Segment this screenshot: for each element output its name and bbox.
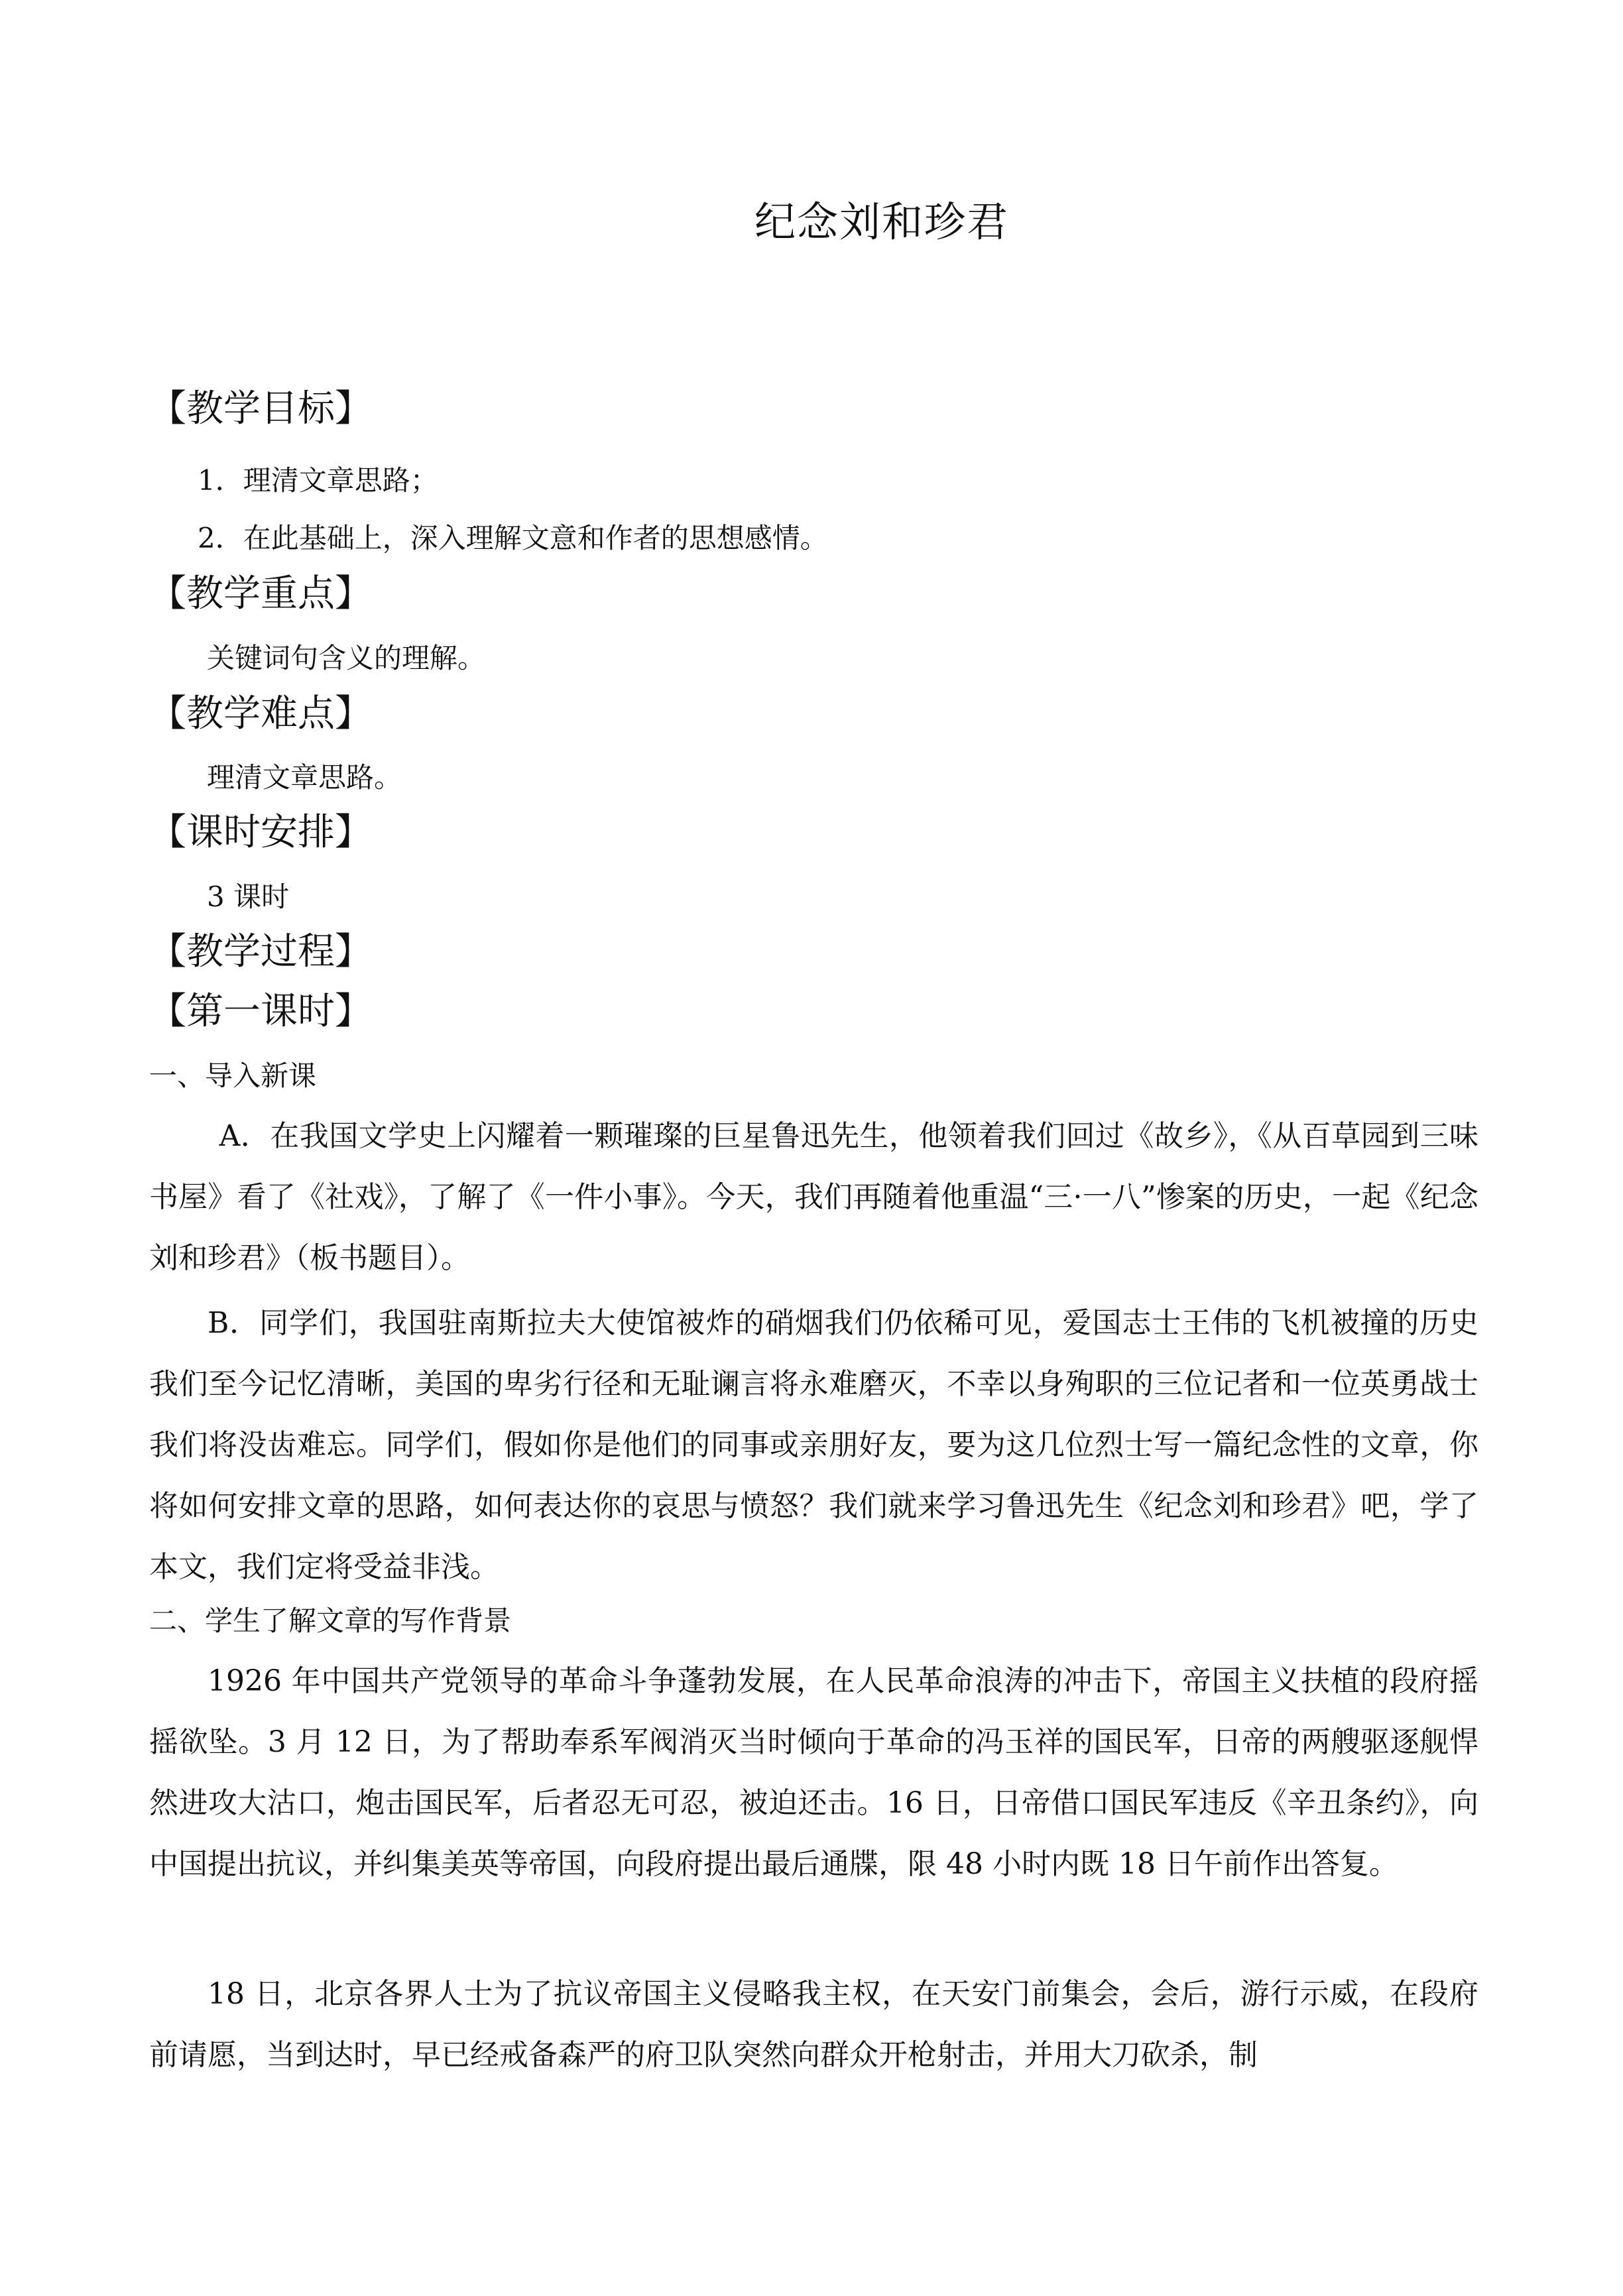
heading-schedule: 【课时安排】 [149,811,372,854]
part1-paragraph-a: A．在我国文学史上闪耀着一颗璀璨的巨星鲁迅先生，他领着我们回过《故乡》，《从百草园到三味书屋》看了《社戏》，了解了《一件小事》。今天，我们再随着他重温“三·一八”惨案的历史，一起《纪念刘和珍君》（板书题目）。 [149,1119,1478,1275]
heading-key-points: 【教学重点】 [149,572,372,615]
heading-lesson-1: 【第一课时】 [149,990,372,1033]
goal-item-1: 1．理清文章思路； [198,464,438,497]
document-title: 纪念刘和珍君 [754,198,1009,246]
goal-item-2: 2．在此基础上，深入理解文意和作者的思想感情。 [198,522,828,554]
heading-difficulties: 【教学难点】 [149,692,372,735]
heading-teaching-process: 【教学过程】 [149,930,372,973]
schedule-text: 3 课时 [207,880,290,913]
part1-paragraph-b: B．同学们，我国驻南斯拉夫大使馆被炸的硝烟我们仍依稀可见，爱国志士王伟的飞机被撞的历史我们至今记忆清晰，美国的卑劣行径和无耻谰言将永难磨灭，不幸以身殉职的三位记者和一位英勇战士我们将没齿难忘。同学们，假如你是他们的同事或亲朋好友，要为这几位烈士写一篇纪念性的文章，你将如何安排文章的思路，如何表达你的哀思与愤怒？我们就来学习鲁迅先生《纪念刘和珍君》吧，学了本文，我们定将受益非浅。 [149,1306,1478,1584]
part2-paragraph-1: 1926 年中国共产党领导的革命斗争蓬勃发展，在人民革命浪涛的冲击下，帝国主义扶植的段府摇摇欲坠。3 月 12 日，为了帮助奉系军阀消灭当时倾向于革命的冯玉祥的国民军，日帝的两艘驱逐舰悍然进攻大沽口，炮击国民军，后者忍无可忍，被迫还击。16 日，日帝借口国民军违反《辛丑条约》，向中国提出抗议，并纠集美英等帝国，向段府提出最后通牒，限 48 小时内既 18 日午前作出答复。 [149,1664,1478,1881]
part1-title: 一、导入新课 [149,1059,317,1092]
difficulties-text: 理清文章思路。 [207,761,402,794]
key-points-text: 关键词句含义的理解。 [207,642,486,674]
heading-teaching-goals: 【教学目标】 [149,387,372,430]
part2-paragraph-2: 18 日，北京各界人士为了抗议帝国主义侵略我主权，在天安门前集会，会后，游行示威，在段府前请愿，当到达时，早已经戒备森严的府卫队突然向群众开枪射击，并用大刀砍杀，制 [149,1977,1478,2072]
part2-title: 二、学生了解文章的写作背景 [149,1604,512,1637]
